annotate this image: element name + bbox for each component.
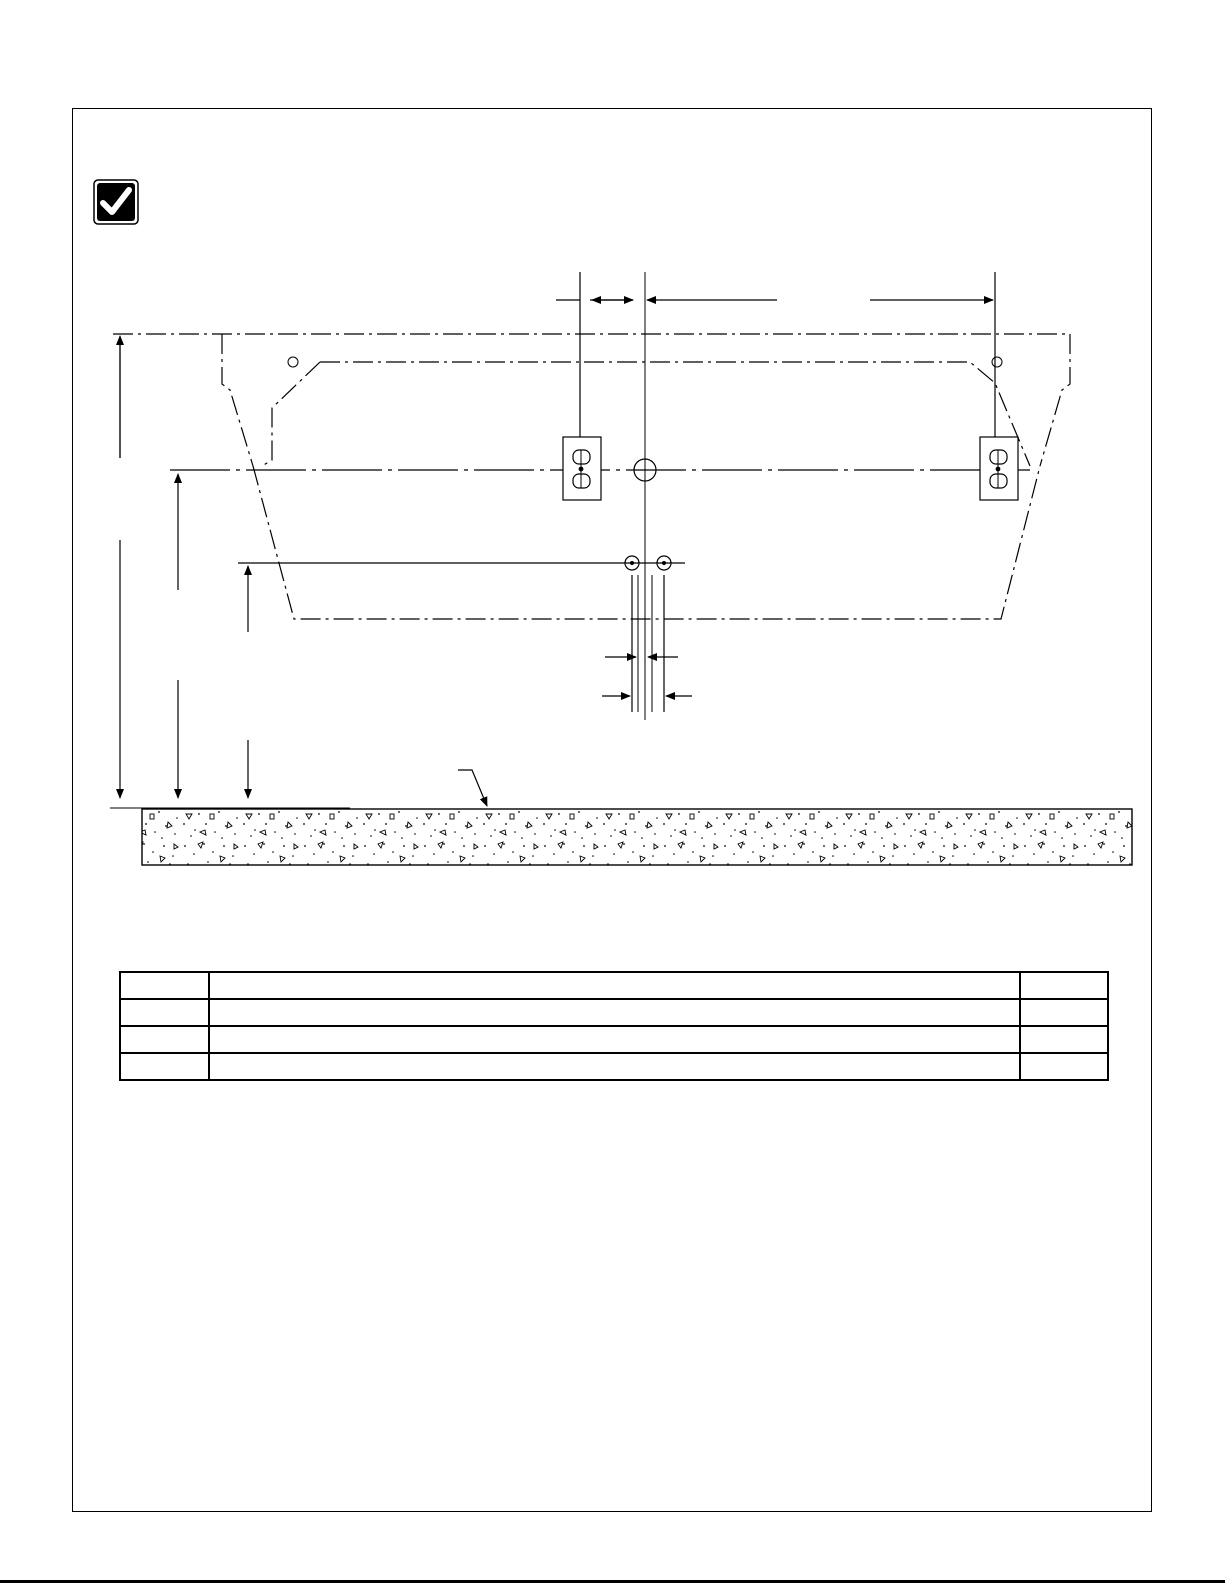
table-cell [1020, 1026, 1108, 1053]
table-cell [120, 999, 209, 1026]
table-cell [120, 1053, 209, 1080]
table-row [120, 972, 1108, 999]
spec-table [119, 971, 1109, 1081]
concrete-floor [142, 809, 1132, 865]
duplex-outlet-icon [980, 437, 1018, 500]
table-cell [209, 1026, 1020, 1053]
table-row [120, 1053, 1108, 1080]
table-row [120, 1026, 1108, 1053]
table-row [120, 999, 1108, 1026]
table-cell [209, 999, 1020, 1026]
table-cell [1020, 999, 1108, 1026]
duplex-outlet-icon [563, 437, 601, 500]
table-cell [209, 1053, 1020, 1080]
table-cell [1020, 972, 1108, 999]
table-cell [120, 972, 209, 999]
page-bottom-rule [0, 1580, 1225, 1583]
table-cell [1020, 1053, 1108, 1080]
table-cell [120, 1026, 209, 1053]
table-cell [209, 972, 1020, 999]
